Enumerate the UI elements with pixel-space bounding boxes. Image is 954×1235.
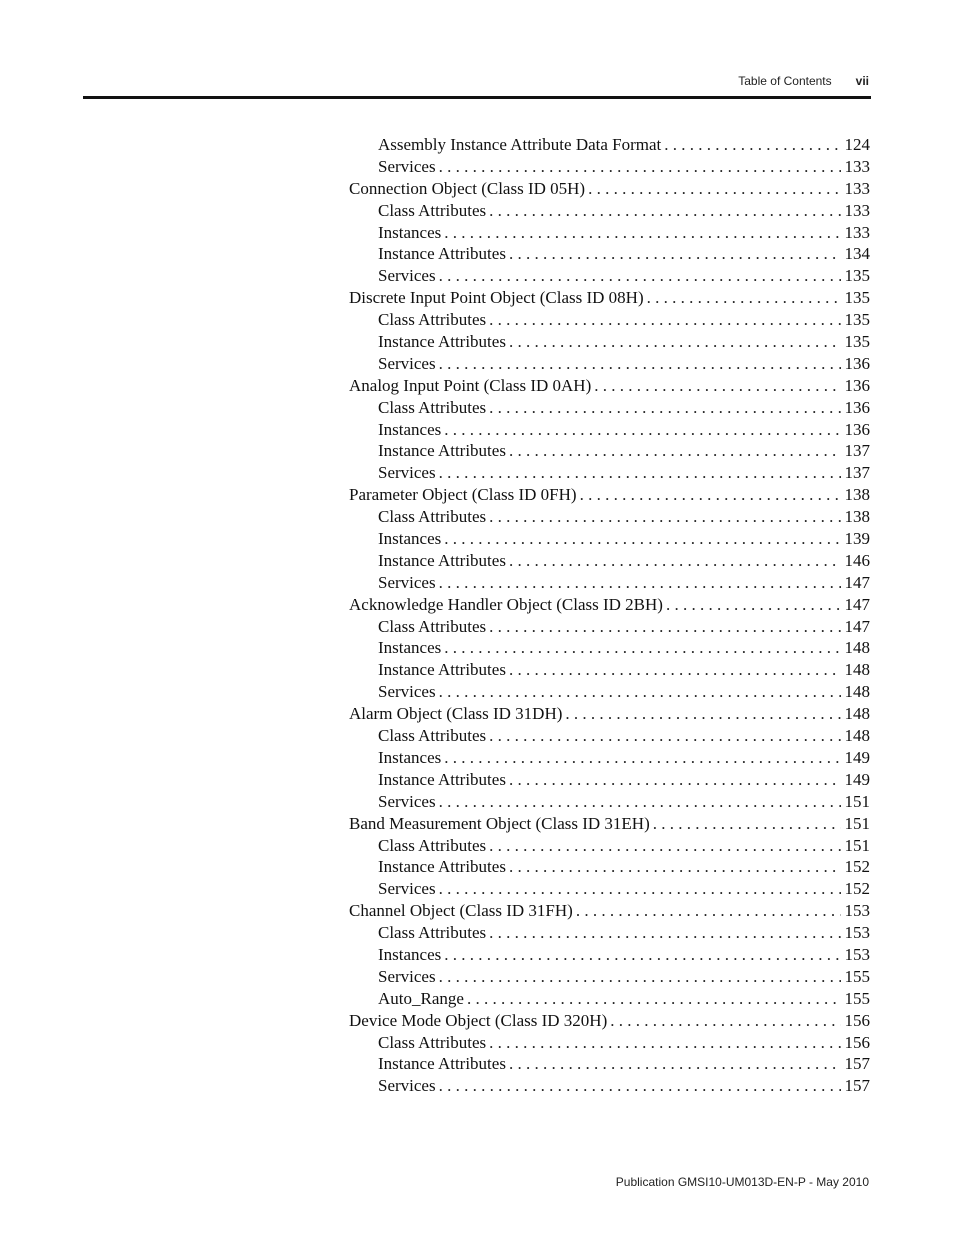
toc-entry-page: 138 [844, 485, 870, 505]
toc-entry-section[interactable] [349, 594, 870, 616]
dot-leader [489, 309, 840, 331]
toc-entry-page: 135 [844, 288, 870, 308]
dot-leader [664, 134, 840, 156]
toc-entry-subsection[interactable] [349, 156, 870, 178]
dot-leader [439, 966, 841, 988]
toc-entry-section[interactable] [349, 813, 870, 835]
toc-entry-title: Alarm Object (Class ID 31DH) [349, 704, 563, 724]
toc-entry-subsection[interactable] [349, 1053, 870, 1075]
toc-entry-subsection[interactable] [349, 725, 870, 747]
toc-entry-title: Device Mode Object (Class ID 320H) [349, 1010, 608, 1030]
toc-entry-page: 135 [844, 332, 870, 352]
toc-entry-section[interactable] [349, 484, 870, 506]
toc-entry-title: Class Attributes [378, 726, 487, 746]
toc-entry-subsection[interactable] [349, 1075, 870, 1097]
toc-entry-page: 151 [844, 791, 870, 811]
toc-entry-title: Services [378, 966, 436, 986]
toc-entry-title: Instance Attributes [378, 660, 506, 680]
toc-entry-page: 147 [844, 616, 870, 636]
toc-entry-subsection[interactable] [349, 397, 870, 419]
dot-leader [489, 725, 840, 747]
toc-entry-page: 156 [844, 1010, 870, 1030]
toc-entry-subsection[interactable] [349, 419, 870, 441]
dot-leader [576, 900, 841, 922]
dot-leader [509, 769, 841, 791]
toc-entry-page: 136 [844, 397, 870, 417]
toc-entry-title: Instance Attributes [378, 769, 506, 789]
toc-entry-title: Parameter Object (Class ID 0FH) [349, 485, 577, 505]
dot-leader [439, 265, 841, 287]
toc-entry-subsection[interactable] [349, 835, 870, 857]
dot-leader [565, 703, 840, 725]
toc-entry-subsection[interactable] [349, 506, 870, 528]
toc-entry-subsection[interactable] [349, 440, 870, 462]
toc-entry-page: 153 [844, 901, 870, 921]
toc-entry-title: Services [378, 156, 436, 176]
toc-entry-title: Instance Attributes [378, 332, 506, 352]
toc-entry-page: 157 [844, 1076, 870, 1096]
toc-entry-page: 148 [844, 660, 870, 680]
toc-entry-title: Instances [378, 222, 442, 242]
toc-entry-page: 134 [844, 244, 870, 264]
toc-entry-title: Services [378, 1076, 436, 1096]
toc-entry-subsection[interactable] [349, 944, 870, 966]
toc-entry-title: Analog Input Point (Class ID 0AH) [349, 375, 592, 395]
dot-leader [439, 681, 841, 703]
toc-entry-subsection[interactable] [349, 856, 870, 878]
toc-entry-title: Services [378, 572, 436, 592]
toc-entry-page: 151 [844, 835, 870, 855]
toc-entry-page: 133 [844, 178, 870, 198]
toc-entry-page: 152 [844, 857, 870, 877]
toc-entry-page: 133 [844, 156, 870, 176]
dot-leader [439, 572, 841, 594]
dot-leader [509, 856, 841, 878]
toc-entry-title: Instance Attributes [378, 441, 506, 461]
toc-entry-page: 137 [844, 441, 870, 461]
toc-entry-subsection[interactable] [349, 988, 870, 1010]
toc-entry-page: 149 [844, 747, 870, 767]
dot-leader [489, 1032, 840, 1054]
toc-entry-page: 147 [844, 572, 870, 592]
toc-entry-title: Services [378, 353, 436, 373]
toc-entry-title: Class Attributes [378, 397, 487, 417]
toc-entry-page: 148 [844, 726, 870, 746]
footer-publication: Publication GMSI10-UM013D-EN-P - May 2010 [615, 1175, 869, 1189]
toc-entry-section[interactable] [349, 1010, 870, 1032]
toc-entry-subsection[interactable] [349, 878, 870, 900]
toc-entry-page: 151 [844, 813, 870, 833]
toc-entry-subsection[interactable] [349, 243, 870, 265]
header-page-number: vii [855, 74, 869, 88]
toc-entry-title: Assembly Instance Attribute Data Format [378, 135, 662, 154]
toc-entry-section[interactable] [349, 703, 870, 725]
dot-leader [610, 1010, 840, 1032]
dot-leader [509, 243, 841, 265]
toc-entry-title: Class Attributes [378, 507, 487, 527]
toc-entry-title: Class Attributes [378, 923, 487, 943]
dot-leader [653, 813, 841, 835]
dot-leader [489, 506, 840, 528]
dot-leader [666, 594, 841, 616]
toc-entry-subsection[interactable] [349, 791, 870, 813]
toc-entry-section[interactable] [349, 375, 870, 397]
toc-entry-page: 156 [844, 1032, 870, 1052]
dot-leader [489, 200, 840, 222]
toc-entry-title: Instance Attributes [378, 244, 506, 264]
dot-leader [509, 550, 841, 572]
toc-entry-page: 136 [844, 375, 870, 395]
dot-leader [509, 331, 841, 353]
dot-leader [439, 1075, 841, 1097]
toc-entry-page: 124 [844, 135, 870, 154]
toc-entry-page: 136 [844, 353, 870, 373]
header-section-title: Table of Contents [738, 74, 832, 88]
dot-leader [444, 747, 840, 769]
toc-entry-subsection[interactable] [349, 616, 870, 638]
toc-entry-title: Instance Attributes [378, 1054, 506, 1074]
dot-leader [444, 637, 840, 659]
toc-entry-title: Acknowledge Handler Object (Class ID 2BH) [349, 594, 663, 614]
toc-entry-page: 149 [844, 769, 870, 789]
toc-entry-title: Class Attributes [378, 1032, 487, 1052]
dot-leader [647, 287, 841, 309]
toc-entry-subsection[interactable] [349, 265, 870, 287]
toc-entry-subsection[interactable] [349, 222, 870, 244]
toc-entry-title: Channel Object (Class ID 31FH) [349, 901, 573, 921]
toc-entry-page: 133 [844, 200, 870, 220]
toc-entry-page: 155 [844, 988, 870, 1008]
toc-entry-title: Instances [378, 747, 442, 767]
dot-leader [444, 944, 840, 966]
toc-entry-title: Services [378, 463, 436, 483]
toc-entry-page: 153 [844, 944, 870, 964]
toc-entry-page: 148 [844, 704, 870, 724]
toc-entry-title: Class Attributes [378, 616, 487, 636]
toc-entry-page: 136 [844, 419, 870, 439]
toc-entry-page: 137 [844, 463, 870, 483]
toc-entry-page: 153 [844, 923, 870, 943]
dot-leader [509, 1053, 841, 1075]
toc-entry-page: 148 [844, 682, 870, 702]
toc-entry-page: 135 [844, 310, 870, 330]
toc-entry-page: 135 [844, 266, 870, 286]
header-rule [83, 96, 871, 99]
toc-entry-subsection[interactable] [349, 637, 870, 659]
toc-entry-subsection[interactable] [349, 309, 870, 331]
dot-leader [489, 397, 840, 419]
toc-entry-subsection[interactable] [349, 659, 870, 681]
toc-entry-page: 157 [844, 1054, 870, 1074]
toc-entry-title: Instances [378, 638, 442, 658]
toc-entry-title: Class Attributes [378, 200, 487, 220]
toc-entry-page: 138 [844, 507, 870, 527]
dot-leader [439, 353, 841, 375]
toc-entry-title: Connection Object (Class ID 05H) [349, 178, 586, 198]
toc-entry-subsection[interactable] [349, 747, 870, 769]
toc-entry-subsection[interactable] [349, 550, 870, 572]
toc-entry-page: 152 [844, 879, 870, 899]
dot-leader [489, 922, 840, 944]
toc-entry-page: 147 [844, 594, 870, 614]
dot-leader [467, 988, 841, 1010]
toc-entry-title: Class Attributes [378, 835, 487, 855]
toc-entry-subsection[interactable] [349, 769, 870, 791]
toc-entry-page: 155 [844, 966, 870, 986]
dot-leader [444, 419, 840, 441]
dot-leader [444, 528, 840, 550]
toc-entry-subsection[interactable] [349, 572, 870, 594]
toc-entry-title: Instances [378, 419, 442, 439]
toc-entry-subsection[interactable] [349, 1032, 870, 1054]
dot-leader [439, 791, 841, 813]
toc-entry-title: Class Attributes [378, 310, 487, 330]
toc-entry-subsection[interactable] [349, 134, 870, 156]
dot-leader [489, 835, 840, 857]
dot-leader [509, 440, 841, 462]
dot-leader [444, 222, 840, 244]
toc-entry-section[interactable] [349, 178, 870, 200]
toc-entry-title: Auto_Range [378, 988, 464, 1008]
toc-entry-page: 148 [844, 638, 870, 658]
toc-entry-title: Instance Attributes [378, 550, 506, 570]
page-header [738, 74, 869, 88]
dot-leader [588, 178, 840, 200]
toc-entry-section[interactable] [349, 900, 870, 922]
dot-leader [509, 659, 841, 681]
dot-leader [580, 484, 841, 506]
toc-entry-title: Services [378, 879, 436, 899]
toc-entry-section[interactable] [349, 287, 870, 309]
toc-entry-subsection[interactable] [349, 200, 870, 222]
toc-entry-subsection[interactable] [349, 331, 870, 353]
toc-entry-subsection[interactable] [349, 681, 870, 703]
toc-entry-subsection[interactable] [349, 922, 870, 944]
toc-entry-title: Services [378, 682, 436, 702]
toc-entry-subsection[interactable] [349, 353, 870, 375]
toc-entry-title: Discrete Input Point Object (Class ID 08H) [349, 288, 644, 308]
dot-leader [439, 878, 841, 900]
toc-entry-subsection[interactable] [349, 528, 870, 550]
toc-entry-title: Instance Attributes [378, 857, 506, 877]
dot-leader [439, 462, 841, 484]
toc-entry-title: Band Measurement Object (Class ID 31EH) [349, 813, 650, 833]
toc-entry-page: 133 [844, 222, 870, 242]
toc-entry-title: Instances [378, 529, 442, 549]
toc-entry-subsection[interactable] [349, 462, 870, 484]
dot-leader [489, 616, 840, 638]
toc-entry-subsection[interactable] [349, 966, 870, 988]
toc-entry-title: Services [378, 791, 436, 811]
toc-entry-page: 139 [844, 529, 870, 549]
dot-leader [594, 375, 840, 397]
toc-entry-title: Services [378, 266, 436, 286]
toc-entry-page: 146 [844, 550, 870, 570]
toc-entry-title: Instances [378, 944, 442, 964]
toc-list [349, 134, 870, 1097]
dot-leader [439, 156, 841, 178]
